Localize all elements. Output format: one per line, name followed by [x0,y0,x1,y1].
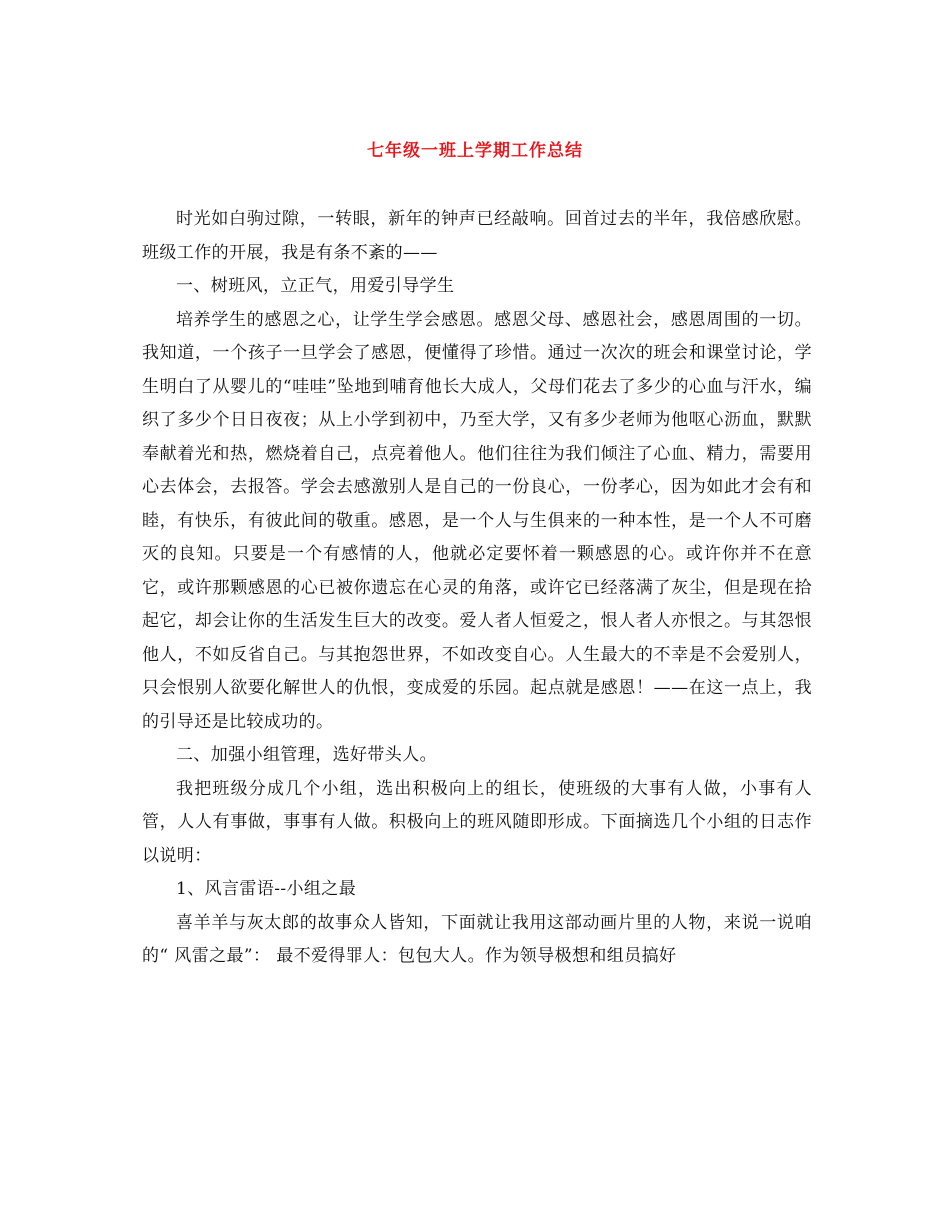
document-body [142,203,812,974]
subsection-heading-1: 1、风言雷语--小组之最 [176,879,357,899]
document-title: 七年级一班上学期工作总结 [367,141,583,161]
section-2-paragraph: 我把班级分成几个小组，选出积极向上的组长，使班级的大事有人做，小事有人管，人人有事做，事事有人做。积极向上的班风随即形成。下面摘选几个小组的日志作以说明： [142,778,812,866]
section-heading-1: 一、树班风，立正气，用爱引导学生 [176,276,455,296]
section-heading-2: 二、加强小组管理，选好带头人。 [176,745,437,765]
subsection-1-paragraph: 喜羊羊与灰太郎的故事众人皆知，下面就让我用这部动画片里的人物，来说一说咱的“ 风雷之最”： 最不爱得罪人：包包大人。作为领导极想和组员搞好 [142,912,812,966]
intro-paragraph: 时光如白驹过隙，一转眼，新年的钟声已经敲响。回首过去的半年，我倍感欣慰。班级工作的开展，我是有条不紊的—— [142,209,812,263]
section-1-paragraph: 培养学生的感恩之心，让学生学会感恩。感恩父母、感恩社会，感恩周围的一切。我知道，一个孩子一旦学会了感恩，便懂得了珍惜。通过一次次的班会和课堂讨论，学生明白了从婴儿的“哇哇”坠地到哺育他长大成人，父母们花去了多少的心血与汗水，编织了多少个日日夜夜；从上小学到初中，乃至大学，又有多少老师为他呕心沥血，默默奉献着光和热，燃烧着自己，点亮着他人。他们往往为我们倾注了心血、精力，需要用心去体会，去报答。学会去感激别人是自己的一份良心，一份孝心，因为如此才会有和睦，有快乐，有彼此间的敬重。感恩，是一个人与生俱来的一种本性，是一个人不可磨灭的良知。只要是一个有感情的人，他就必定要怀着一颗感恩的心。或许你并不在意它，或许那颗感恩的心已被你遗忘在心灵的角落，或许它已经落满了灰尘，但是现在拾起它，却会让你的生活发生巨大的改变。爱人者人恒爱之，恨人者人亦恨之。与其怨恨他人，不如反省自己。与其抱怨世界，不如改变自心。人生最大的不幸是不会爱别人，只会恨别人欲要化解世人的仇恨，变成爱的乐园。起点就是感恩！——在这一点上，我的引导还是比较成功的。 [142,309,812,732]
